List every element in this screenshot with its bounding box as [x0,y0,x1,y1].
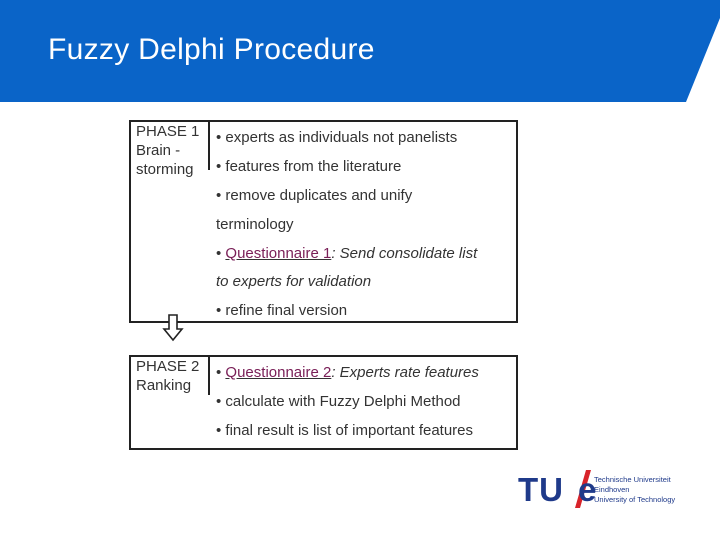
phase1-q-text-cont: to experts for validation [216,273,372,290]
phase1-bullet-1: • experts as individuals not panelists [216,129,458,146]
down-arrow-icon [162,314,184,342]
page-title: Fuzzy Delphi Procedure [48,33,375,66]
phase2-bullet-2: • final result is list of important features [216,422,474,439]
tue-logo [518,471,688,507]
phase1-label-line2: Brain - [136,142,181,159]
phase2-label [136,357,199,395]
phase1-bullet-2: • features from the literature [216,158,402,175]
phase1-q-text: : Send consolidate list [331,245,478,262]
logo-e: e [578,471,597,508]
phase1-bullet-last: • refine final version [216,302,348,319]
phase2-bullet-1: • calculate with Fuzzy Delphi Method [216,393,461,410]
phase1-questionnaire-line [216,245,477,262]
phase1-divider [208,120,210,170]
phase1-bullet-3: • remove duplicates and unify [216,187,413,204]
phase1-q-prefix: • [216,245,226,262]
questionnaire-2-link[interactable] [225,364,331,381]
questionnaire-1-label: Questionnaire 1 [225,245,332,262]
questionnaire-2-label: Questionnaire 2 [225,364,332,381]
phase1-bullet-3-cont: terminology [216,216,294,233]
phase2-q-prefix: • [216,364,226,381]
phase2-label-line2: Ranking [136,377,192,394]
logo-tu: TU [518,471,564,508]
header-band [0,0,720,102]
phase2-divider [208,355,210,395]
phase2-questionnaire-line [216,364,479,381]
phase1-label [136,122,199,179]
logo-line-3: University of Technology [594,495,676,504]
phase1-label-line3: storming [136,161,194,178]
phase2-q-text: : Experts rate features [331,364,479,381]
logo-text [594,475,675,505]
questionnaire-1-link[interactable] [225,245,331,262]
logo-line-1: Technische Universiteit [594,475,671,484]
phase1-label-line1: PHASE 1 [136,123,200,140]
logo-line-2: Eindhoven [594,485,630,494]
phase2-label-line1: PHASE 2 [136,358,200,375]
